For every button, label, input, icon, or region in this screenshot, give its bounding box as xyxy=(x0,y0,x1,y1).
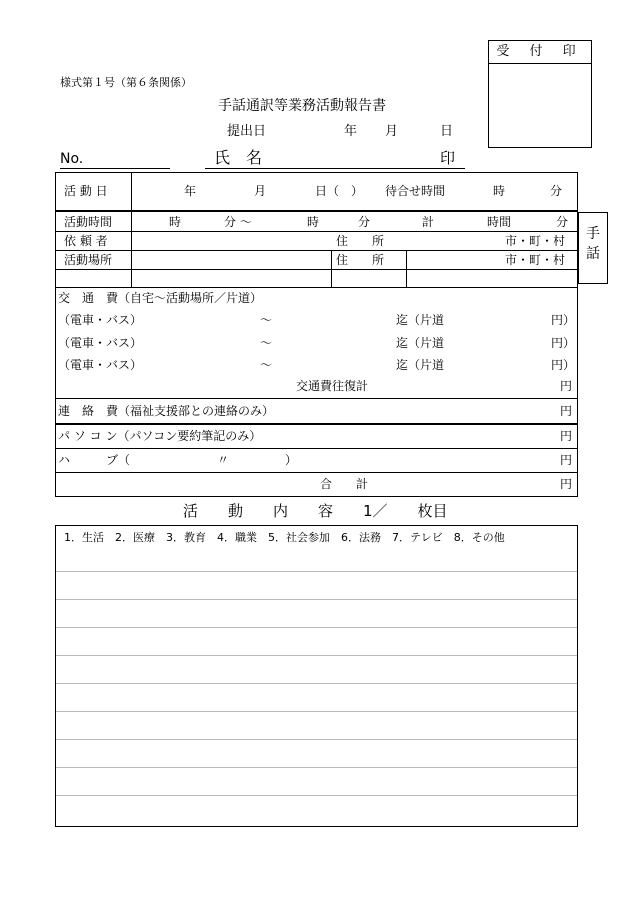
total-yen: 円 xyxy=(560,477,573,491)
contact-fee-label: 連 絡 費（福祉支援部との連絡のみ） xyxy=(58,404,275,418)
submit-year: 年 xyxy=(344,124,358,139)
writing-line xyxy=(56,599,577,600)
transport-oneway: 迄（片道 xyxy=(396,336,445,350)
transport-tilde: 〜 xyxy=(260,336,273,350)
end-minute: 分 xyxy=(358,215,371,229)
row-divider xyxy=(56,269,577,270)
row-divider xyxy=(56,250,577,251)
seal-mark: 印 xyxy=(440,149,456,167)
transport-mode: （電車・バス） xyxy=(58,358,143,372)
receipt-stamp-label: 受 付 印 xyxy=(489,41,591,64)
transport-tilde: 〜 xyxy=(260,358,273,372)
writing-line xyxy=(56,767,577,768)
total-minutes: 分 xyxy=(556,215,569,229)
row-divider xyxy=(56,398,577,399)
activity-date-day: 日（ ） xyxy=(315,184,364,198)
address-column-divider xyxy=(331,250,332,287)
writing-line xyxy=(56,795,577,796)
transport-yen: 円） xyxy=(551,313,576,327)
round-trip-total-label: 交通費往復計 xyxy=(296,379,369,393)
activity-date-label: 活 動 日 xyxy=(64,184,108,198)
place-label: 活動場所 xyxy=(64,253,113,267)
name-label: 氏 名 xyxy=(214,148,263,167)
transport-yen: 円） xyxy=(551,358,576,372)
name-underline xyxy=(205,168,465,169)
contact-fee-yen: 円 xyxy=(560,404,573,418)
transport-tilde: 〜 xyxy=(260,313,273,327)
activity-content-title: 活 動 内 容 1／ 枚目 xyxy=(183,502,448,520)
activity-date-year: 年 xyxy=(184,184,197,198)
wait-minute: 分 xyxy=(550,184,563,198)
writing-line xyxy=(56,683,577,684)
address-column-divider xyxy=(406,250,407,287)
writing-line xyxy=(56,655,577,656)
writing-line xyxy=(56,739,577,740)
pc-fee-yen: 円 xyxy=(560,429,573,443)
form-reference: 様式第１号（第６条関係） xyxy=(60,76,192,89)
wait-time-label: 待合せ時間 xyxy=(385,184,446,198)
transport-header: 交 通 費（自宅〜活動場所／片道） xyxy=(58,291,263,305)
transport-mode: （電車・バス） xyxy=(58,313,143,327)
row-divider xyxy=(56,448,577,449)
transport-mode: （電車・バス） xyxy=(58,336,143,350)
requester-address-label: 住 所 xyxy=(336,234,385,248)
submit-date-label: 提出日 xyxy=(227,124,267,139)
round-trip-yen: 円 xyxy=(560,379,573,393)
writing-line xyxy=(56,627,577,628)
receipt-stamp-box xyxy=(488,40,592,148)
row-divider xyxy=(56,287,577,288)
label-column-divider xyxy=(131,173,132,287)
number-label: No. xyxy=(60,151,84,167)
form-title: 手話通訳等業務活動報告書 xyxy=(218,98,386,114)
total-time-label: 計 xyxy=(422,215,435,229)
activity-time-label: 活動時間 xyxy=(64,215,113,229)
place-address-label: 住 所 xyxy=(336,253,385,267)
report-table xyxy=(55,172,578,497)
requester-label: 依 頼 者 xyxy=(64,234,108,248)
hub-fee-label: ハ ブ（ xyxy=(58,453,131,467)
row-divider xyxy=(56,210,577,212)
side-char: 手 xyxy=(586,226,600,242)
activity-content-box xyxy=(55,525,578,827)
writing-line xyxy=(56,571,577,572)
place-city-label: 市・町・村 xyxy=(505,253,566,267)
number-underline xyxy=(60,168,170,169)
hub-close-paren: ） xyxy=(285,453,298,467)
sign-language-side-label xyxy=(578,212,608,284)
transport-oneway: 迄（片道 xyxy=(396,313,445,327)
side-char: 話 xyxy=(586,245,600,262)
row-divider xyxy=(56,423,577,425)
hub-fee-yen: 円 xyxy=(560,453,573,467)
total-label: 合 計 xyxy=(320,477,369,491)
transport-yen: 円） xyxy=(551,336,576,350)
start-hour: 時 xyxy=(169,215,182,229)
row-divider xyxy=(56,231,577,232)
submit-month: 月 xyxy=(385,124,399,139)
hub-ditto: 〃 xyxy=(217,453,230,467)
submit-day: 日 xyxy=(440,124,454,139)
transport-oneway: 迄（片道 xyxy=(396,358,445,372)
activity-categories: 1．生活 2．医療 3．教育 4．職業 5．社会参加 6．法務 7．テレビ 8．その他 xyxy=(64,531,505,544)
activity-date-month: 月 xyxy=(254,184,267,198)
total-hours: 時間 xyxy=(487,215,512,229)
pc-fee-label: パ ソ コ ン（パソコン要約筆記のみ） xyxy=(58,429,262,443)
wait-hour: 時 xyxy=(493,184,506,198)
start-minute: 分 〜 xyxy=(224,215,252,229)
requester-city-label: 市・町・村 xyxy=(505,234,566,248)
row-divider xyxy=(56,472,577,473)
end-hour: 時 xyxy=(307,215,320,229)
writing-line xyxy=(56,711,577,712)
